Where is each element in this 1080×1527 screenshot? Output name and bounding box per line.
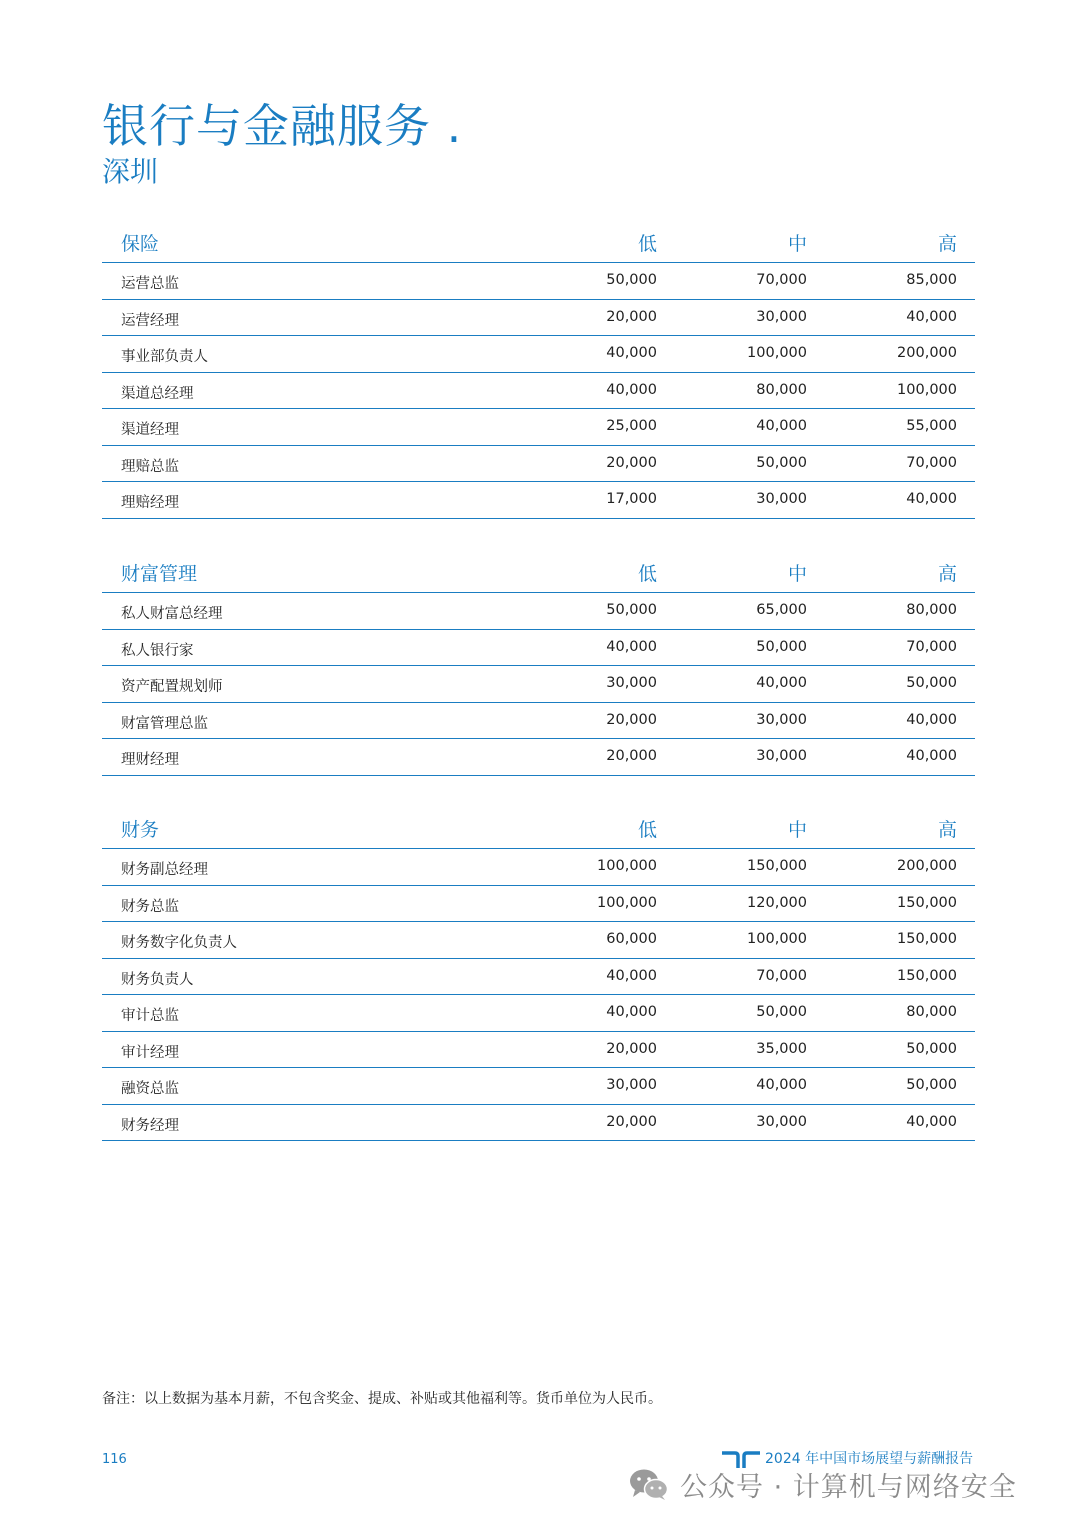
salary-low: 40,000: [606, 967, 657, 984]
salary-high: 150,000: [897, 931, 957, 947]
table-row: [102, 373, 975, 410]
job-title: 审计总监: [121, 1008, 179, 1024]
section-header: [102, 225, 975, 263]
section-header: [102, 555, 975, 593]
table-row: [102, 1032, 975, 1069]
table-row: [102, 482, 975, 519]
table-row: [102, 849, 975, 886]
table-row: [102, 263, 975, 300]
salary-high: 85,000: [906, 272, 957, 288]
column-header-mid: 中: [787, 563, 807, 585]
job-title: 融资总监: [121, 1081, 179, 1097]
salary-mid: 100,000: [747, 931, 807, 947]
job-title: 理赔总监: [121, 458, 179, 475]
table-row: [102, 703, 975, 740]
salary-high: 40,000: [906, 748, 957, 764]
page-subtitle-city: 深圳: [102, 155, 159, 188]
job-title: 财务负责人: [121, 971, 194, 988]
column-header-high: 高: [937, 233, 957, 255]
job-title: 理财经理: [121, 752, 179, 768]
table-row: [102, 1068, 975, 1105]
salary-mid: 40,000: [756, 675, 807, 691]
column-header-low: 低: [637, 233, 657, 255]
section-name: 财务: [121, 819, 160, 841]
salary-low: 20,000: [606, 748, 657, 764]
salary-mid: 150,000: [747, 858, 807, 874]
job-title: 私人财富总经理: [121, 606, 223, 622]
table-row: [102, 409, 975, 446]
salary-low: 20,000: [606, 1113, 657, 1130]
table-row: [102, 922, 975, 959]
table-row: [102, 1105, 975, 1142]
page-number: 116: [102, 1452, 127, 1467]
table-row: [102, 959, 975, 996]
footnote: 备注：以上数据为基本月薪，不包含奖金、提成、补贴或其他福利等。货币单位为人民币。: [102, 1391, 662, 1407]
salary-mid: 65,000: [756, 602, 807, 618]
wechat-icon: [628, 1467, 670, 1501]
column-header-low: 低: [637, 819, 657, 841]
table-row: [102, 630, 975, 667]
salary-low: 50,000: [606, 272, 657, 288]
job-title: 理赔经理: [121, 495, 179, 511]
salary-high: 80,000: [906, 602, 957, 618]
salary-mid: 100,000: [747, 345, 807, 361]
table-row: [102, 300, 975, 337]
job-title: 审计经理: [121, 1044, 179, 1061]
job-title: 财务数字化负责人: [121, 935, 237, 951]
salary-mid: 40,000: [756, 418, 807, 434]
salary-high: 150,000: [897, 894, 957, 911]
watermark-text: 公众号 · 计算机与网络安全: [680, 1471, 1017, 1503]
column-header-high: 高: [937, 563, 957, 585]
job-title: 财富管理总监: [121, 715, 208, 732]
job-title: 渠道总经理: [121, 385, 194, 402]
section-name: 保险: [121, 233, 160, 255]
table-row: [102, 336, 975, 373]
salary-high: 40,000: [906, 711, 957, 728]
salary-mid: 30,000: [756, 748, 807, 764]
page-title: 银行与金融服务 .: [102, 99, 463, 153]
job-title: 私人银行家: [121, 642, 194, 659]
salary-low: 20,000: [606, 454, 657, 471]
job-title: 渠道经理: [121, 422, 179, 438]
salary-high: 40,000: [906, 308, 957, 325]
column-header-high: 高: [937, 819, 957, 841]
table-row: [102, 739, 975, 776]
salary-low: 50,000: [606, 602, 657, 618]
salary-mid: 30,000: [756, 711, 807, 728]
salary-mid: 30,000: [756, 1113, 807, 1130]
watermark: [628, 1465, 1017, 1503]
salary-high: 40,000: [906, 491, 957, 507]
job-title: 资产配置规划师: [121, 679, 223, 695]
salary-low: 40,000: [606, 638, 657, 655]
salary-high: 50,000: [906, 1077, 957, 1093]
column-header-low: 低: [637, 563, 657, 585]
salary-section: [102, 555, 975, 776]
salary-mid: 70,000: [756, 272, 807, 288]
salary-low: 40,000: [606, 345, 657, 361]
salary-high: 55,000: [906, 418, 957, 434]
salary-high: 40,000: [906, 1113, 957, 1130]
salary-section: [102, 811, 975, 1141]
table-row: [102, 666, 975, 703]
salary-mid: 30,000: [756, 491, 807, 507]
salary-section: [102, 225, 975, 519]
section-header: [102, 811, 975, 849]
salary-mid: 30,000: [756, 308, 807, 325]
salary-high: 80,000: [906, 1004, 957, 1020]
salary-mid: 50,000: [756, 638, 807, 655]
salary-high: 50,000: [906, 1040, 957, 1057]
salary-low: 20,000: [606, 308, 657, 325]
salary-high: 200,000: [897, 345, 957, 361]
salary-low: 30,000: [606, 675, 657, 691]
table-row: [102, 886, 975, 923]
column-header-mid: 中: [787, 233, 807, 255]
salary-mid: 80,000: [756, 381, 807, 398]
report-title: 2024 年中国市场展望与薪酬报告: [765, 1451, 974, 1467]
salary-low: 20,000: [606, 1040, 657, 1057]
salary-low: 25,000: [606, 418, 657, 434]
column-header-mid: 中: [787, 819, 807, 841]
salary-high: 100,000: [897, 381, 957, 398]
table-row: [102, 593, 975, 630]
salary-high: 70,000: [906, 638, 957, 655]
salary-low: 30,000: [606, 1077, 657, 1093]
job-title: 事业部负责人: [121, 349, 208, 365]
salary-high: 50,000: [906, 675, 957, 691]
job-title: 财务总监: [121, 898, 179, 915]
salary-mid: 120,000: [747, 894, 807, 911]
salary-low: 100,000: [597, 894, 657, 911]
job-title: 财务经理: [121, 1117, 179, 1134]
job-title: 财务副总经理: [121, 862, 208, 878]
job-title: 运营总监: [121, 276, 179, 292]
salary-mid: 70,000: [756, 967, 807, 984]
salary-high: 200,000: [897, 858, 957, 874]
salary-mid: 40,000: [756, 1077, 807, 1093]
salary-low: 17,000: [606, 491, 657, 507]
salary-mid: 50,000: [756, 454, 807, 471]
job-title: 运营经理: [121, 312, 179, 329]
salary-low: 60,000: [606, 931, 657, 947]
salary-low: 20,000: [606, 711, 657, 728]
salary-high: 150,000: [897, 967, 957, 984]
table-row: [102, 446, 975, 483]
table-row: [102, 995, 975, 1032]
salary-low: 100,000: [597, 858, 657, 874]
salary-low: 40,000: [606, 381, 657, 398]
salary-low: 40,000: [606, 1004, 657, 1020]
salary-mid: 50,000: [756, 1004, 807, 1020]
salary-high: 70,000: [906, 454, 957, 471]
salary-mid: 35,000: [756, 1040, 807, 1057]
section-name: 财富管理: [121, 563, 198, 585]
